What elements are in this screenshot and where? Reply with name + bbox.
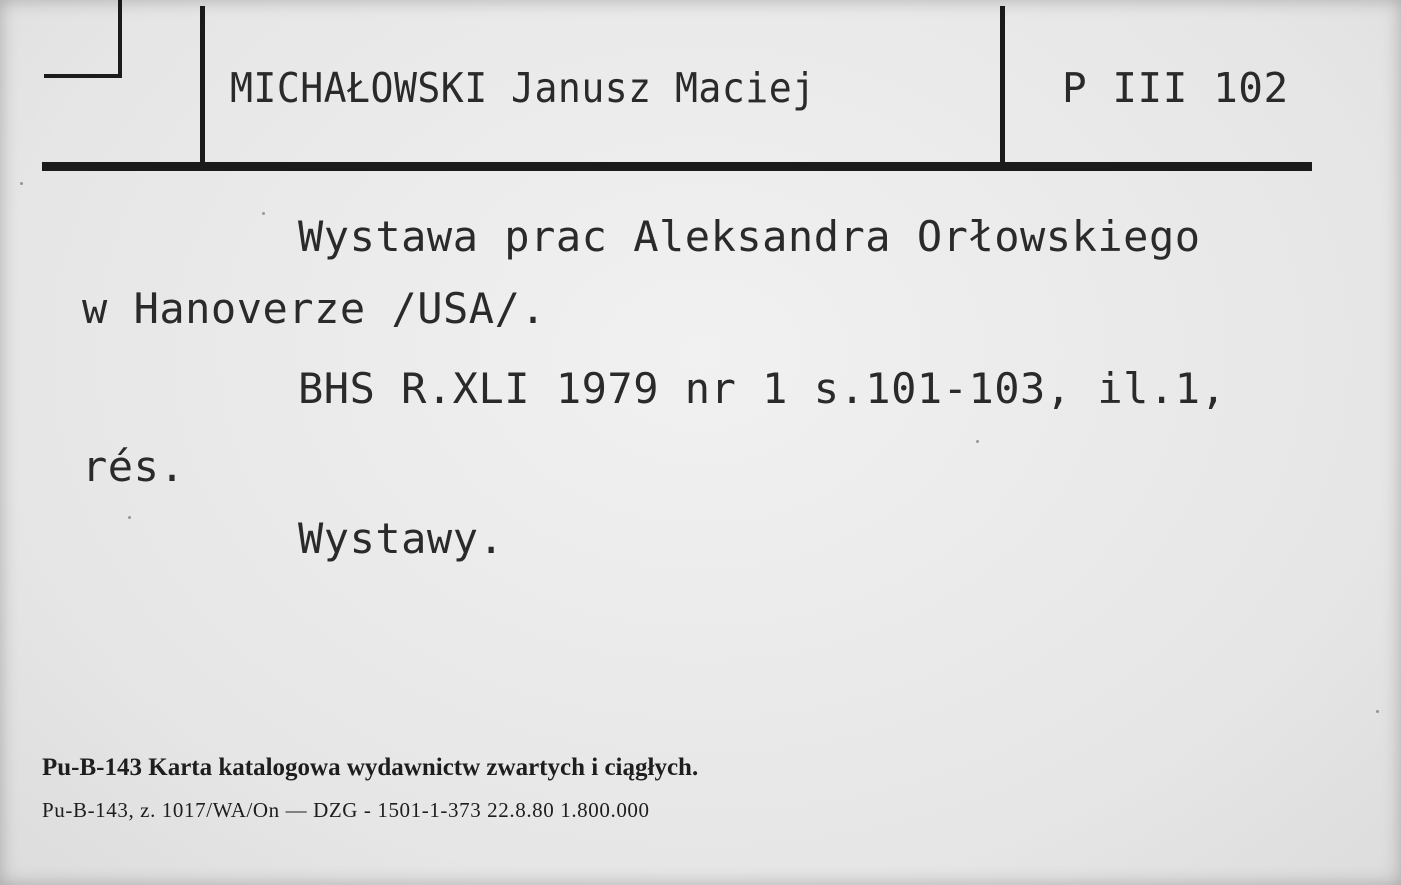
corner-mark-horizontal: [44, 74, 122, 78]
scan-speck: [1376, 710, 1379, 713]
title-line-2: w Hanoverze /USA/.: [82, 284, 547, 333]
corner-mark-vertical: [118, 0, 122, 78]
source-line-2: rés.: [82, 442, 186, 491]
scan-speck: [20, 182, 23, 185]
scan-speck: [262, 212, 265, 215]
header-underline: [42, 162, 1312, 171]
form-title: Pu-B-143 Karta katalogowa wydawnictw zwartych i ciągłych.: [42, 754, 699, 781]
scan-speck: [976, 440, 979, 443]
call-number: P III 102: [1062, 64, 1289, 112]
title-line-1: Wystawa prac Aleksandra Orłowskiego: [298, 212, 1201, 261]
scan-speck: [128, 516, 131, 519]
header-divider-right: [1000, 6, 1005, 164]
print-info: Pu-B-143, z. 1017/WA/On — DZG - 1501-1-373 22.8.80 1.800.000: [42, 798, 650, 822]
header-divider-left: [200, 6, 205, 164]
author-heading: MICHAŁOWSKI Janusz Maciej: [230, 64, 816, 112]
subject-heading: Wystawy.: [298, 514, 505, 563]
source-line-1: BHS R.XLI 1979 nr 1 s.101-103, il.1,: [298, 364, 1227, 413]
